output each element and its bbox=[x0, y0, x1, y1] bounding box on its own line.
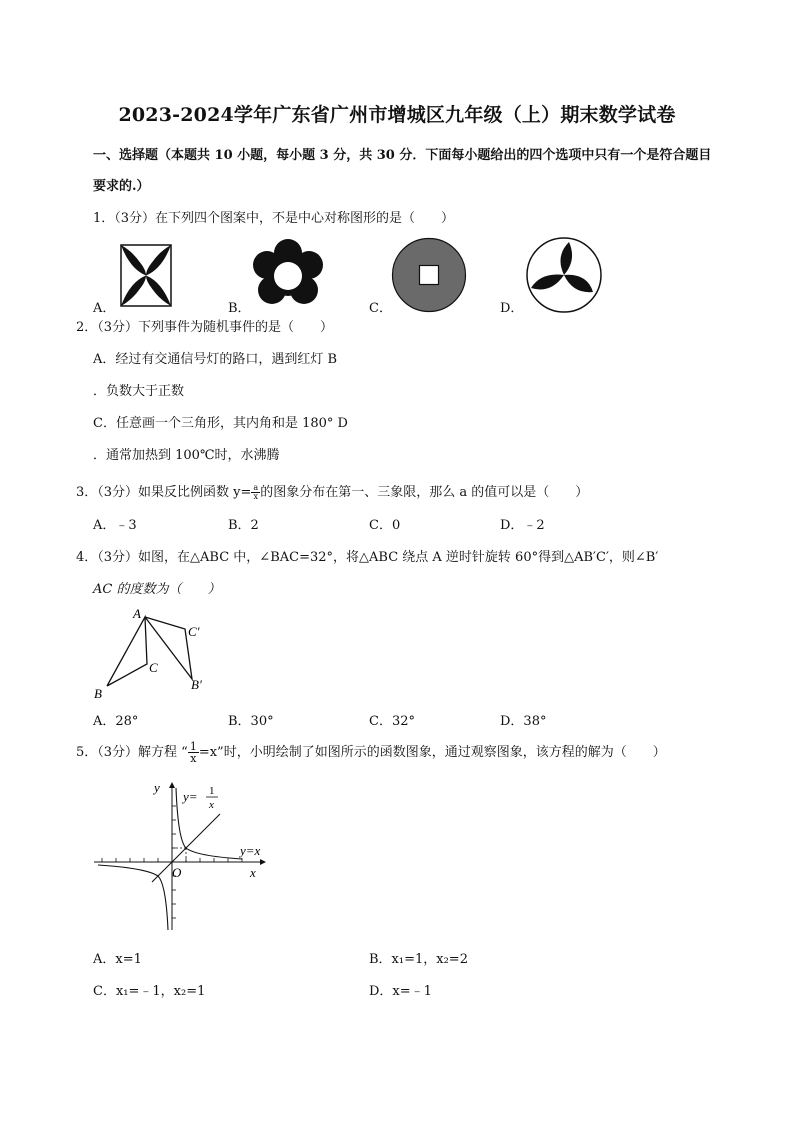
q5-fraction bbox=[188, 741, 199, 764]
q4-stem-line2: AC 的度数为（ ） bbox=[93, 582, 221, 597]
q1-option-a[interactable]: A． bbox=[93, 301, 116, 316]
q5-origin-label: O bbox=[172, 865, 182, 880]
three-petal-circle-icon bbox=[525, 236, 603, 314]
q5-option-a[interactable]: A．x=1 bbox=[93, 952, 142, 967]
q5-function-graph bbox=[92, 780, 272, 940]
q5-option-c[interactable]: C．x₁=﹣1，x₂=1 bbox=[93, 984, 206, 999]
q5-y-axis-label: y bbox=[154, 780, 160, 795]
q4-triangle-figure bbox=[90, 606, 220, 702]
section-header-line2: 要求的.） bbox=[93, 179, 150, 194]
q5-line-label: y=x bbox=[240, 843, 261, 858]
q3-fraction bbox=[251, 484, 260, 501]
q5-frac-num: 1 bbox=[189, 740, 197, 753]
q4-label-b-prime: B′ bbox=[191, 677, 202, 692]
q2-option-d-line[interactable]: ．通常加热到 100℃时，水沸腾 bbox=[93, 448, 280, 463]
q5-stem-post: =x”时，小明绘制了如图所示的函数图象，通过观察图象，该方程的解为（ ） bbox=[198, 745, 666, 760]
q5-curve-frac-num: 1 bbox=[209, 785, 215, 797]
q4-option-b[interactable]: B．30° bbox=[228, 714, 274, 729]
q4-label-c: C bbox=[149, 660, 158, 675]
coin-icon bbox=[391, 237, 467, 313]
q5-option-b[interactable]: B．x₁=1，x₂=2 bbox=[369, 952, 468, 967]
q4-stem-line1: 4．（3分）如图，在△ABC 中，∠BAC=32°，将△ABC 绕点 A 逆时针旋转 60°得到△AB′C′，则∠B′ bbox=[76, 550, 659, 565]
q2-stem: 2．（3分）下列事件为随机事件的是（ ） bbox=[76, 320, 334, 335]
section-header-line1: 一、选择题（本题共 10 小题，每小题 3 分，共 30 分．下面每小题给出的四个选项中只有一个是符合题目 bbox=[93, 148, 712, 163]
q2-option-c-line[interactable]: C．任意画一个三角形，其内角和是 180° D bbox=[93, 416, 348, 431]
q5-stem bbox=[76, 741, 666, 764]
q5-curve-label: y= bbox=[183, 789, 198, 804]
q2-option-b-line[interactable]: ．负数大于正数 bbox=[93, 384, 185, 399]
page-title: 2023-2024学年广东省广州市增城区九年级（上）期末数学试卷 bbox=[118, 104, 676, 126]
q1-option-c[interactable]: C． bbox=[369, 301, 392, 316]
q2-option-a-line[interactable]: A．经过有交通信号灯的路口，遇到红灯 B bbox=[93, 352, 338, 367]
q3-stem-pre: 3．（3分）如果反比例函数 y= bbox=[76, 485, 252, 500]
q4-label-b: B bbox=[94, 686, 102, 701]
q3-frac-num: a bbox=[253, 483, 259, 492]
q1-option-d[interactable]: D． bbox=[500, 301, 524, 316]
q3-option-d[interactable]: D．﹣2 bbox=[500, 518, 545, 533]
flower-icon bbox=[252, 238, 324, 312]
q5-frac-den: x bbox=[190, 752, 197, 765]
q4-label-a: A bbox=[133, 606, 141, 621]
q3-stem-post: 的图象分布在第一、三象限，那么 a 的值可以是（ ） bbox=[260, 485, 589, 500]
q3-option-c[interactable]: C．0 bbox=[369, 518, 401, 533]
q5-curve-frac-den: x bbox=[209, 799, 214, 811]
q1-stem: 1．（3分）在下列四个图案中，不是中心对称图形的是（ ） bbox=[93, 211, 455, 226]
q1-option-b[interactable]: B． bbox=[228, 301, 251, 316]
q5-option-d[interactable]: D．x=﹣1 bbox=[369, 984, 432, 999]
q3-option-a[interactable]: A．﹣3 bbox=[93, 518, 137, 533]
four-leaf-square-icon bbox=[120, 244, 172, 307]
q4-option-d[interactable]: D．38° bbox=[500, 714, 547, 729]
q4-option-a[interactable]: A．28° bbox=[93, 714, 139, 729]
q3-option-b[interactable]: B．2 bbox=[228, 518, 259, 533]
q4-label-c-prime: C′ bbox=[188, 624, 200, 639]
q3-frac-den: x bbox=[253, 492, 259, 501]
q4-option-c[interactable]: C．32° bbox=[369, 714, 415, 729]
q5-x-axis-label: x bbox=[250, 865, 256, 880]
q3-stem bbox=[76, 481, 588, 501]
q5-stem-pre: 5．（3分）解方程 “ bbox=[76, 745, 188, 760]
